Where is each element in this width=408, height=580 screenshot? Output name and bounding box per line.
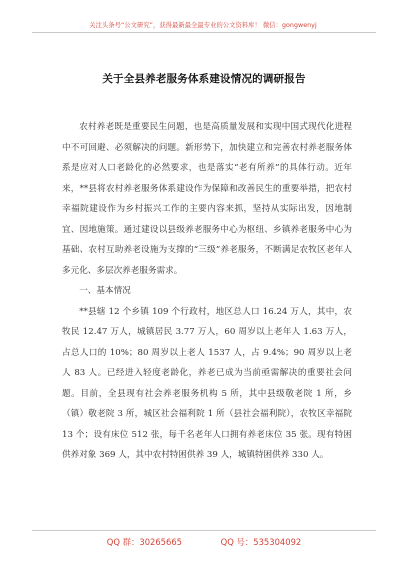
footer-contact: [0, 536, 408, 548]
footer-divider: [32, 530, 376, 531]
footer-qq-number: QQ 号：535304092: [220, 537, 302, 547]
header-divider: [32, 32, 376, 33]
footer-qq-group: QQ 群：30265665: [106, 537, 182, 547]
header-promo-text: 关注头条号“公文研究”，获得最新最全最专业的公文资料库！ 微信：gongwenyj: [89, 22, 317, 29]
document-body: [62, 117, 352, 466]
section-heading-basic-situation: 一、基本情况: [79, 286, 131, 296]
document-title: 关于全县养老服务体系建设情况的调研报告: [102, 73, 306, 85]
paragraph-basic-situation: **县辖 12 个乡镇 109 个行政村，地区总人口 16.24 万人，其中，农牧民 12.47 万人，城镇居民 3.77 万人，60 周岁以上老年人 1.63 万人，占总人口的 10%；80 周岁以上老人 1537 人，占 9.4%；90 周岁以上老人 83 人。已经进入轻度老龄化，养老已成为当前亟需解决的重要社会问题。目前，全县现有社会养老服务机构 5 所，其中县级敬老院 1 所，乡（镇）敬老院 3 所，城区社会福利院 1 所（县社会福利院），农牧区幸福院 13 个；设有床位 512 张，每千名老年人口拥有养老床位 35 张。现有特困供养对象 369 人，其中农村特困供养 39 人，城镇特困供养 330 人。: [62, 306, 352, 460]
paragraph-intro: 农村养老既是重要民生问题，也是高质量发展和实现中国式现代化进程中不可回避、必须解决的问题。新形势下，加快建立和完善农村养老服务体系是应对人口老龄化的必然要求，也是落实“老有所养”的具体行动。近年来，**县将农村养老服务体系建设作为保障和改善民生的重要举措，把农村幸福院建设作为乡村振兴工作的主要内容来抓，坚持从实际出发，因地制宜、因地施策。通过建设以县级养老服务中心为枢纽、乡镇养老服务中心为基础、农村互助养老设施为支撑的“三级”养老服务，不断满足农牧区老年人多元化、多层次养老服务需求。: [62, 122, 352, 276]
